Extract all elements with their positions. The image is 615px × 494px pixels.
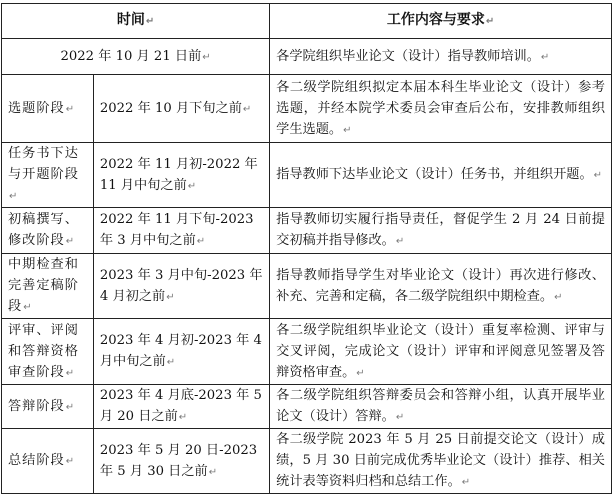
table-row <box>2 75 612 143</box>
table-row <box>2 208 612 254</box>
content-cell: 各二级学院 2023 年 5 月 25 日前提交论文（设计）成绩，5 月 30 日前完成优秀毕业论文（设计）推荐、相关统计表等资料归档和总结工作。↵ <box>270 429 612 494</box>
content-cell: 各学院组织毕业论文（设计）指导教师培训。↵ <box>270 39 612 75</box>
table-row <box>2 39 612 75</box>
stage-cell: 评审、评阅和答辩资格审查阶段↵ <box>2 319 94 385</box>
content-cell: 各二级学院组织毕业论文（设计）重复率检测、评审与交叉评阅，完成论文（设计）评审和评阅意见签署及答辩资格审查。↵ <box>270 319 612 385</box>
time-cell: 2023 年 4 月初-2023 年 4 月中旬之前↵ <box>93 319 269 385</box>
time-cell: 2022 年 10 月下旬之前↵ <box>93 75 269 143</box>
table-row <box>2 254 612 319</box>
stage-cell: 选题阶段↵ <box>2 75 94 143</box>
stage-cell: 答辩阶段↵ <box>2 385 94 429</box>
header-content: 工作内容与要求↵ <box>270 4 612 39</box>
table-row <box>2 429 612 494</box>
time-cell: 2023 年 3 月中旬-2023 年 4 月初之前↵ <box>93 254 269 319</box>
stage-cell: 任务书下达与开题阶段↵ <box>2 143 94 208</box>
time-cell: 2022 年 10 月 21 日前↵ <box>2 39 270 75</box>
header-time: 时间↵ <box>2 4 270 39</box>
time-cell: 2023 年 5 月 20 日-2023 年 5 月 30 日之前↵ <box>93 429 269 494</box>
table-row <box>2 385 612 429</box>
content-cell: 指导教师指导学生对毕业论文（设计）再次进行修改、补充、完善和定稿，各二级学院组织中期检查。↵ <box>270 254 612 319</box>
stage-cell: 初稿撰写、修改阶段↵ <box>2 208 94 254</box>
table-row <box>2 319 612 385</box>
schedule-table <box>1 3 612 494</box>
stage-cell: 中期检查和完善定稿阶段↵ <box>2 254 94 319</box>
content-cell: 各二级学院组织答辩委员会和答辩小组，认真开展毕业论文（设计）答辩。↵ <box>270 385 612 429</box>
time-cell: 2023 年 4 月底-2023 年 5 月 20 日之前↵ <box>93 385 269 429</box>
content-cell: 指导教师切实履行指导责任，督促学生 2 月 24 日前提交初稿并指导修改。↵ <box>270 208 612 254</box>
table-row <box>2 143 612 208</box>
content-cell: 指导教师下达毕业论文（设计）任务书，并组织开题。↵ <box>270 143 612 208</box>
header-row <box>2 4 612 39</box>
time-cell: 2022 年 11 月下旬-2023 年 3 月中旬之前↵ <box>93 208 269 254</box>
time-cell: 2022 年 11 月初-2022 年 11 月中旬之前↵ <box>93 143 269 208</box>
content-cell: 各二级学院组织拟定本届本科生毕业论文（设计）参考选题，并经本院学术委员会审查后公布，安排教师组织学生选题。↵ <box>270 75 612 143</box>
stage-cell: 总结阶段↵ <box>2 429 94 494</box>
